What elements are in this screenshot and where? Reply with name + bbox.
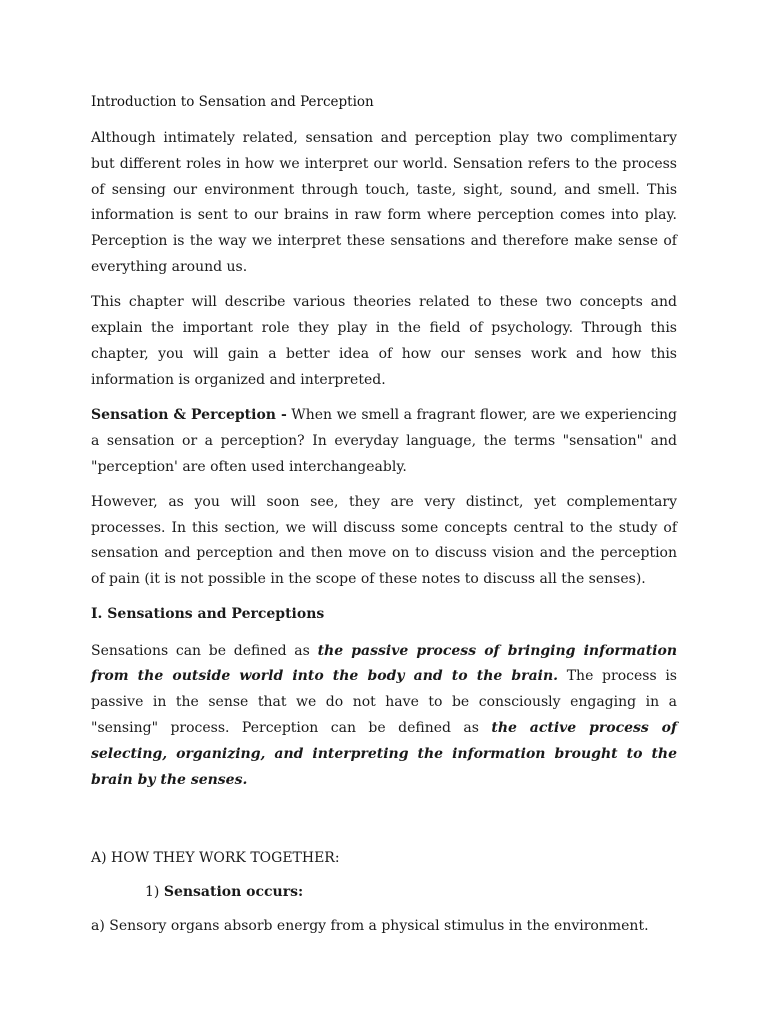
list-item-sensory-organs: a) Sensory organs absorb energy from a physical stimulus in the environment.: [91, 917, 649, 934]
intro-paragraph: Although intimately related, sensation and perception play two complimentary but different roles in how we interpret our world. Sensation refers to the process of sensing our environment through touch, taste, sight, sound, and smell. This information is sent to our brains in raw form where perception comes into play. Perception is the way we interpret these sensations and therefore make sense of everything around us.: [91, 130, 677, 275]
sensation-perception-text: When we smell a fragrant flower, are we experiencing a sensation or a perception? In everyday language, the terms "sensation" and "perception' are often used interchangeably.: [91, 406, 677, 475]
definition-perception-emphasis: the active process of selecting, organizing, and interpreting the information brought to the brain by the senses.: [91, 719, 678, 788]
list-item-number: 1): [145, 883, 164, 900]
document-title: Introduction to Sensation and Perception: [91, 94, 374, 110]
definition-perception-intro: The process is passive in the sense that we do not have to be consciously engaging in a "sensing" process. Perception can be defined as: [91, 668, 677, 736]
chapter-overview-paragraph: This chapter will describe various theories related to these two concepts and explain the important role they play in the field of psychology. Through this chapter, you will gain a better idea of how our senses work and how this information is organized and interpreted.: [91, 294, 677, 388]
sensation-perception-paragraph: [91, 403, 677, 480]
list-item-sensation-occurs: [145, 881, 677, 903]
sensation-perception-lead: Sensation & Perception -: [91, 406, 287, 423]
distinct-processes-paragraph: However, as you will soon see, they are very distinct, yet complementary processes. In this section, we will discuss some concepts central to the study of sensation and perception and then move on to discuss vision and the perception of pain (it is not possible in the scope of these notes to discuss all the senses).: [91, 493, 677, 588]
blank-space: [91, 803, 677, 847]
list-item-label: Sensation occurs:: [163, 883, 304, 900]
document-page: [91, 92, 677, 937]
section-heading-sensations-perceptions: I. Sensations and Perceptions: [91, 605, 325, 622]
definition-sensation-emphasis: the passive process of bringing information from the outside world into the body and to the brain.: [91, 642, 677, 685]
definition-sensation-intro: Sensations can be defined as: [91, 642, 318, 659]
definitions-paragraph: [91, 639, 677, 794]
subsection-heading-how-they-work: A) HOW THEY WORK TOGETHER:: [91, 849, 340, 866]
